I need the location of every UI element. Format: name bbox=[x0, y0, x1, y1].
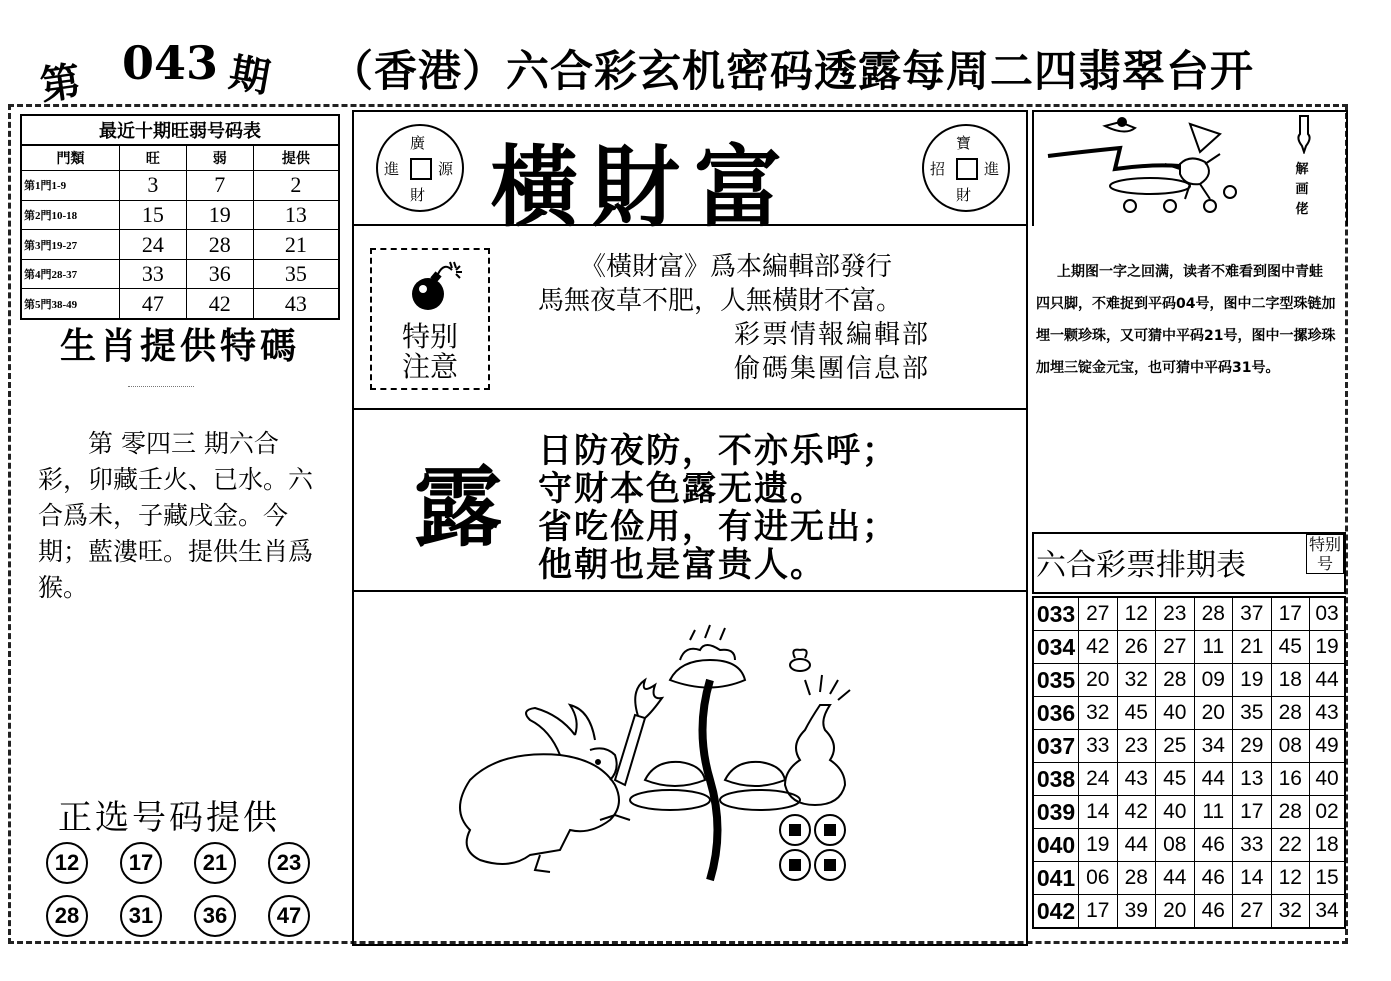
pick-number: 17 bbox=[120, 842, 162, 884]
picks-title: 正选号码提供 bbox=[58, 798, 280, 838]
text-line: 《橫財富》爲本編輯部發行 bbox=[580, 252, 893, 282]
issue-cell: 037 bbox=[1033, 730, 1079, 763]
table-row bbox=[21, 259, 339, 289]
special-cell: 43 bbox=[1310, 697, 1346, 730]
text-line: 彩票情報編輯部 bbox=[734, 320, 931, 350]
row-label: 第1門1-9 bbox=[21, 171, 120, 201]
issue-number: 043 bbox=[122, 36, 219, 90]
offered-number: 21 bbox=[253, 230, 339, 260]
column-header: 提供 bbox=[253, 145, 339, 171]
number-cell: 08 bbox=[1271, 730, 1310, 763]
poem-line: 守财本色露无遗。 bbox=[538, 469, 826, 509]
number-cell: 14 bbox=[1079, 796, 1118, 829]
hint-label-char: 佬 bbox=[1295, 202, 1309, 217]
coin-char: 進 bbox=[384, 160, 400, 178]
coin-char: 財 bbox=[956, 186, 972, 204]
poem-line: 他朝也是富贵人。 bbox=[538, 545, 826, 585]
number-cell: 12 bbox=[1117, 597, 1156, 631]
number-cell: 27 bbox=[1156, 631, 1195, 664]
hot-number: 24 bbox=[120, 230, 187, 260]
table-row bbox=[21, 200, 339, 230]
special-label-line: 号 bbox=[1316, 554, 1333, 573]
coin-char: 進 bbox=[984, 160, 1000, 178]
number-cell: 19 bbox=[1079, 829, 1118, 862]
number-cell: 33 bbox=[1233, 829, 1272, 862]
coin-char: 寶 bbox=[956, 134, 972, 152]
offered-number: 43 bbox=[253, 289, 339, 319]
number-cell: 40 bbox=[1156, 796, 1195, 829]
table-row bbox=[1033, 829, 1345, 862]
number-cell: 44 bbox=[1117, 829, 1156, 862]
offered-number: 2 bbox=[253, 171, 339, 201]
number-cell: 12 bbox=[1271, 862, 1310, 895]
special-cell: 02 bbox=[1310, 796, 1346, 829]
number-cell: 11 bbox=[1194, 796, 1233, 829]
row-label: 第2門10-18 bbox=[21, 200, 120, 230]
table-row bbox=[1033, 730, 1345, 763]
rabbit-illustration bbox=[440, 620, 880, 900]
issue-cell: 034 bbox=[1033, 631, 1079, 664]
special-cell: 44 bbox=[1310, 664, 1346, 697]
number-cell: 17 bbox=[1079, 895, 1118, 929]
row-label: 第3門19-27 bbox=[21, 230, 120, 260]
number-cell: 34 bbox=[1194, 730, 1233, 763]
pointing-hand-icon bbox=[1294, 114, 1314, 154]
pick-number: 21 bbox=[194, 842, 236, 884]
issue-suffix: 期 bbox=[225, 49, 274, 103]
cold-number: 19 bbox=[186, 200, 253, 230]
number-cell: 45 bbox=[1117, 697, 1156, 730]
table-row bbox=[21, 289, 339, 319]
number-cell: 28 bbox=[1271, 697, 1310, 730]
zodiac-title: 生肖提供特碼 bbox=[60, 326, 301, 367]
number-cell: 19 bbox=[1233, 664, 1272, 697]
hint-label-char: 解 bbox=[1295, 162, 1309, 177]
draw-schedule-table bbox=[1032, 596, 1346, 929]
reveal-char: 露 bbox=[414, 455, 503, 559]
coin-char: 廣 bbox=[410, 134, 426, 152]
column-header: 旺 bbox=[120, 145, 187, 171]
number-cell: 43 bbox=[1117, 763, 1156, 796]
divider bbox=[352, 408, 1028, 410]
number-cell: 23 bbox=[1117, 730, 1156, 763]
special-label-line: 特别 bbox=[1308, 535, 1341, 554]
number-cell: 08 bbox=[1156, 829, 1195, 862]
riddle-illustration bbox=[1040, 114, 1280, 220]
number-cell: 32 bbox=[1271, 895, 1310, 929]
cold-number: 36 bbox=[186, 259, 253, 289]
number-cell: 27 bbox=[1079, 597, 1118, 631]
special-cell: 03 bbox=[1310, 597, 1346, 631]
number-cell: 46 bbox=[1194, 895, 1233, 929]
number-cell: 45 bbox=[1156, 763, 1195, 796]
text-line: 馬無夜草不肥，人無橫財不富。 bbox=[538, 286, 903, 316]
table-row bbox=[1033, 862, 1345, 895]
table-row bbox=[1033, 697, 1345, 730]
special-cell: 18 bbox=[1310, 829, 1346, 862]
number-cell: 20 bbox=[1194, 697, 1233, 730]
cold-number: 42 bbox=[186, 289, 253, 319]
table-header-row bbox=[21, 145, 339, 171]
pick-number: 47 bbox=[268, 895, 310, 937]
coin-icon bbox=[376, 124, 464, 212]
issue-cell: 040 bbox=[1033, 829, 1079, 862]
number-cell: 28 bbox=[1271, 796, 1310, 829]
issue-cell: 036 bbox=[1033, 697, 1079, 730]
number-cell: 44 bbox=[1194, 763, 1233, 796]
hot-number: 47 bbox=[120, 289, 187, 319]
number-cell: 45 bbox=[1271, 631, 1310, 664]
table-row bbox=[21, 230, 339, 260]
number-cell: 29 bbox=[1233, 730, 1272, 763]
hot-number: 33 bbox=[120, 259, 187, 289]
coin-char: 招 bbox=[930, 160, 946, 178]
number-cell: 39 bbox=[1117, 895, 1156, 929]
column-header: 門類 bbox=[21, 145, 120, 171]
issue-cell: 035 bbox=[1033, 664, 1079, 697]
special-cell: 49 bbox=[1310, 730, 1346, 763]
number-cell: 28 bbox=[1117, 862, 1156, 895]
number-cell: 26 bbox=[1117, 631, 1156, 664]
page-title: 橫財富 bbox=[490, 135, 797, 239]
offered-number: 13 bbox=[253, 200, 339, 230]
issue-prefix: 第 bbox=[37, 58, 84, 110]
number-cell: 46 bbox=[1194, 829, 1233, 862]
number-cell: 33 bbox=[1079, 730, 1118, 763]
pick-number: 31 bbox=[120, 895, 162, 937]
coin-char: 財 bbox=[410, 186, 426, 204]
hot-cold-table-caption: 最近十期旺弱号码表 bbox=[20, 114, 340, 144]
cold-number: 28 bbox=[186, 230, 253, 260]
number-cell: 25 bbox=[1156, 730, 1195, 763]
number-cell: 37 bbox=[1233, 597, 1272, 631]
text-line: 偷碼集團信息部 bbox=[734, 354, 931, 384]
special-cell: 19 bbox=[1310, 631, 1346, 664]
pick-number: 12 bbox=[46, 842, 88, 884]
number-cell: 32 bbox=[1117, 664, 1156, 697]
table-row bbox=[1033, 631, 1345, 664]
number-cell: 18 bbox=[1271, 664, 1310, 697]
notice-label bbox=[372, 322, 488, 382]
table-row bbox=[1033, 895, 1345, 929]
hot-number: 3 bbox=[120, 171, 187, 201]
cold-number: 7 bbox=[186, 171, 253, 201]
number-cell: 40 bbox=[1156, 697, 1195, 730]
issue-cell: 033 bbox=[1033, 597, 1079, 631]
number-cell: 16 bbox=[1271, 763, 1310, 796]
number-cell: 46 bbox=[1194, 862, 1233, 895]
number-cell: 22 bbox=[1271, 829, 1310, 862]
poem bbox=[538, 432, 898, 584]
number-cell: 32 bbox=[1079, 697, 1118, 730]
divider bbox=[128, 386, 194, 387]
hint-label-char: 画 bbox=[1295, 182, 1309, 197]
number-cell: 14 bbox=[1233, 862, 1272, 895]
pick-number: 23 bbox=[268, 842, 310, 884]
poem-line: 省吃俭用，有进无出； bbox=[538, 507, 898, 547]
number-cell: 35 bbox=[1233, 697, 1272, 730]
notice-label-line: 注意 bbox=[401, 350, 458, 383]
table-row bbox=[1033, 796, 1345, 829]
number-cell: 24 bbox=[1079, 763, 1118, 796]
number-cell: 28 bbox=[1156, 664, 1195, 697]
issue-cell: 042 bbox=[1033, 895, 1079, 929]
special-label bbox=[1306, 534, 1344, 574]
number-cell: 27 bbox=[1233, 895, 1272, 929]
hint-label bbox=[1294, 160, 1310, 220]
pick-number: 28 bbox=[46, 895, 88, 937]
table-row bbox=[1033, 763, 1345, 796]
number-cell: 17 bbox=[1271, 597, 1310, 631]
hint-text: 上期图一字之回满，读者不难看到图中青蛙四只脚，不难捉到平码04号，图中二字型珠链加埋一颗珍珠，又可猜中平码21号，图中一摞珍珠加埋三锭金元宝，也可猜中平码31号。 bbox=[1036, 264, 1336, 376]
schedule-title: 六合彩票排期表 bbox=[1036, 548, 1246, 583]
number-cell: 06 bbox=[1079, 862, 1118, 895]
table-row bbox=[1033, 664, 1345, 697]
notice-box bbox=[370, 248, 490, 390]
number-cell: 42 bbox=[1079, 631, 1118, 664]
headline: （香港）六合彩玄机密码透露每周二四翡翠台开 bbox=[330, 47, 1254, 97]
issue-cell: 041 bbox=[1033, 862, 1079, 895]
number-cell: 09 bbox=[1194, 664, 1233, 697]
poem-line: 日防夜防，不亦乐呼； bbox=[538, 431, 898, 471]
header bbox=[30, 30, 1370, 110]
row-label: 第5門38-49 bbox=[21, 289, 120, 319]
number-cell: 28 bbox=[1194, 597, 1233, 631]
draw-schedule-body bbox=[1033, 597, 1345, 928]
special-cell: 15 bbox=[1310, 862, 1346, 895]
divider bbox=[352, 590, 1028, 592]
publisher-text bbox=[538, 250, 930, 386]
number-cell: 13 bbox=[1233, 763, 1272, 796]
number-cell: 21 bbox=[1233, 631, 1272, 664]
notice-label-line: 特别 bbox=[401, 320, 458, 353]
coin-icon bbox=[922, 124, 1010, 212]
special-cell: 34 bbox=[1310, 895, 1346, 929]
number-cell: 20 bbox=[1156, 895, 1195, 929]
hot-cold-table bbox=[20, 114, 340, 320]
issue-cell: 038 bbox=[1033, 763, 1079, 796]
table-row bbox=[21, 171, 339, 201]
number-cell: 17 bbox=[1233, 796, 1272, 829]
number-cell: 23 bbox=[1156, 597, 1195, 631]
pick-number: 36 bbox=[194, 895, 236, 937]
coin-char: 源 bbox=[438, 160, 454, 178]
offered-number: 35 bbox=[253, 259, 339, 289]
column-header: 弱 bbox=[186, 145, 253, 171]
hot-number: 15 bbox=[120, 200, 187, 230]
number-cell: 11 bbox=[1194, 631, 1233, 664]
bomb-icon bbox=[406, 258, 470, 314]
number-cell: 20 bbox=[1079, 664, 1118, 697]
zodiac-text: 第 零四三 期六合彩，卯藏壬火、已水。六合爲未，子藏戌金。今期；藍漊旺。提供生肖爲猴。 bbox=[38, 429, 314, 602]
number-cell: 44 bbox=[1156, 862, 1195, 895]
table-row bbox=[1033, 597, 1345, 631]
row-label: 第4門28-37 bbox=[21, 259, 120, 289]
issue-cell: 039 bbox=[1033, 796, 1079, 829]
special-cell: 40 bbox=[1310, 763, 1346, 796]
number-cell: 42 bbox=[1117, 796, 1156, 829]
